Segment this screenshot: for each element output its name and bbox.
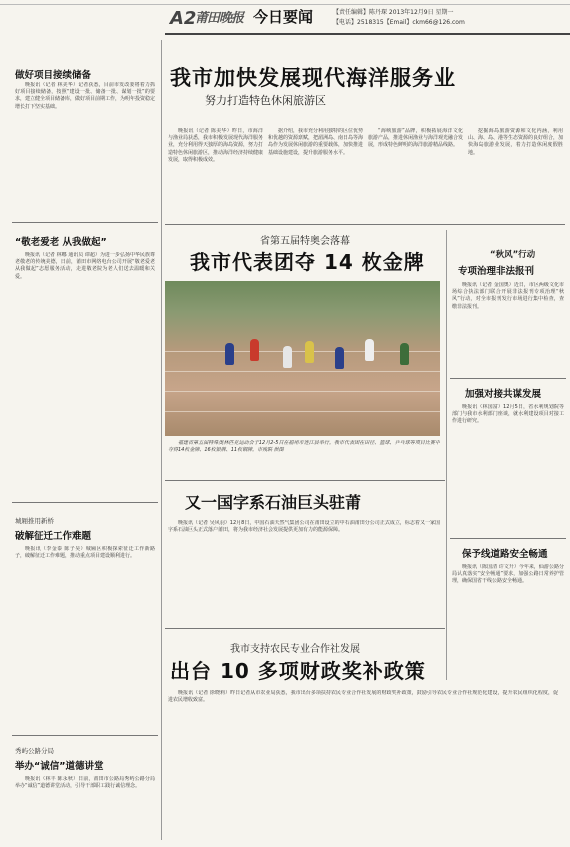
left-art4-kicker: 秀屿公路分局 xyxy=(15,747,54,755)
left-art1-title: 做好项目接续储备 xyxy=(15,70,92,81)
lead-subhead: 努力打造特色休闲旅游区 xyxy=(205,94,326,107)
runner-figure xyxy=(305,341,314,363)
paper-logo: 莆田晚报 xyxy=(195,11,244,26)
runner-figure xyxy=(365,339,374,361)
lead-divider xyxy=(165,224,565,225)
right-art3-body: 晚报讯（陈国清 许文升）今年来，仙游公路分局认真落实“安全畅通”要求，加强公路日常养护管理，确保国省干线公路安全畅通。 xyxy=(452,564,564,585)
right-art1-body: 晚报讯（记者 金国奥）近日，市区两级文化市场综合执法部门联合开展非法报刊专项治理“秋风”行动，对全市报刊发行市场进行集中检查，查缴非法报刊。 xyxy=(452,282,564,310)
lead-col-4: 挖掘海岛旅游资源和文化内涵，利用山、海、岛、港等生态资源的良好组合，加快海岛旅游业发展，着力打造休闲度假胜地。 xyxy=(468,128,563,156)
lead-col-1: 晚报讯（记者 陈美华）昨日，市海洋与渔业局获悉，我市积极发展现代海洋服务业，充分利用得天独厚的海岛资源，努力打造特色休闲旅游区，推动海洋经济持续健康发展，取得积极成效。 xyxy=(168,128,263,163)
sports-caption: 福建省第五届特殊奥林匹克运动会于12月2-5日在福州市连江县举行。我市代表团在田径、篮球、乒乓球等项目比赛中夺得14枚金牌、16枚银牌、11枚铜牌。市残联 供图 xyxy=(168,440,440,454)
runner-figure xyxy=(225,343,234,365)
lead-col-2: 据介绍，我市充分利用独特的区位优势和优越的资源禀赋，把湄洲岛、南日岛等海岛作为发展休闲旅游的重要载体，加快推进基础设施建设，提升旅游服务水平。 xyxy=(268,128,363,156)
track-lane-line xyxy=(165,351,440,352)
track-lane-line xyxy=(165,411,440,412)
header-rule xyxy=(165,33,570,35)
oil-body: 晚报讯（记者 吴风羽）12月8日，中国石油天然气集团公司在莆田设立的中石油莆田分公司正式成立，标志着又一家国字系石油巨头正式落户莆田，将为我市经济社会发展提供更加有力的能源保障。 xyxy=(168,520,440,534)
coop-headline: 出台 10 多项财政奖补政策 xyxy=(170,659,426,683)
right-divider xyxy=(450,378,566,379)
left-art3-kicker: 城厢推用新桥 xyxy=(15,517,54,525)
section-code: A2 xyxy=(170,8,197,29)
oil-headline: 又一国字系石油巨头驻莆 xyxy=(185,493,362,512)
left-divider xyxy=(12,222,158,223)
masthead xyxy=(0,0,570,38)
column-rule xyxy=(446,230,447,680)
left-art3-title: 破解征迁工作难题 xyxy=(15,531,92,542)
right-art1-kicker: “秋风”行动 xyxy=(490,250,536,260)
right-art2-title: 加强对接共谋发展 xyxy=(465,389,542,400)
oil-divider xyxy=(165,480,445,481)
right-art1-title: 专项治理非法报刊 xyxy=(458,266,535,277)
runner-figure xyxy=(283,346,292,368)
left-art4-body: 晚报讯（林丰 陈永秋）日前，莆田市公路局秀屿公路分局举办“诚信”道德讲堂活动，引导干部职工践行诚信理念。 xyxy=(15,776,155,790)
runner-figure xyxy=(335,347,344,369)
left-art1-body: 晚报讯（记者 林美华）记者获悉，目前市发改委将着力抓好项目接续储备，按照“建设一批、储备一批、谋划一批”的要求，建立健全项目储备库，做好项目前期工作，为明年投资稳定增长打下坚实基础。 xyxy=(15,82,155,110)
column-rule xyxy=(161,40,162,840)
track-lane-line xyxy=(165,391,440,392)
editor-line: 【责任编辑】陈丹琛 2013年12月9日 星期一 xyxy=(333,9,454,16)
coop-kicker: 我市支持农民专业合作社发展 xyxy=(230,644,360,655)
left-art4-title: 举办“诚信”道德讲堂 xyxy=(15,761,104,772)
sports-kicker: 省第五届特奥会落幕 xyxy=(260,236,350,247)
runner-figure xyxy=(400,343,409,365)
track-lane-line xyxy=(165,371,440,372)
masthead-stripe xyxy=(0,4,570,5)
right-art2-body: 晚报讯（林国富）12月5日，省水利规划院等部门与我市水利部门座谈，就水利建设项目对接工作进行研究。 xyxy=(452,404,564,425)
runner-figure xyxy=(250,339,259,361)
right-divider xyxy=(450,538,566,539)
left-art3-body: 晚报讯（李金泰 陈子昊）城厢区积极探索征迁工作新路子，破解征迁工作难题，推动重点项目建设顺利进行。 xyxy=(15,546,155,560)
coop-divider xyxy=(165,628,445,629)
lead-headline: 我市加快发展现代海洋服务业 xyxy=(170,66,456,90)
right-art3-title: 保予线道路安全畅通 xyxy=(462,549,548,560)
coop-body: 晚报讯（记者 徐晓莉）昨日记者从市农业局获悉，我市出台多项扶持农民专业合作社发展的财政奖补政策，鼓励引导农民专业合作社规范化建设，提升农民组织化程度，促进农民增收致富。 xyxy=(168,690,558,704)
sports-headline: 我市代表团夺 14 枚金牌 xyxy=(190,250,425,274)
phone-line: 【电话】2518315【Email】ckm66@126.com xyxy=(333,19,465,26)
left-art2-title: “敬老爱老 从我做起” xyxy=(15,237,107,248)
left-divider xyxy=(12,735,158,736)
left-divider xyxy=(12,502,158,503)
sports-photo xyxy=(165,281,440,436)
left-art2-body: 晚报讯（记者 林娜 通讯员 谭超）为进一步弘扬中华民族尊老敬老的传统美德，日前，莆田市网络电台公司开展“敬老爱老 从我做起”志愿服务活动，走进敬老院为老人们送去温暖和关爱。 xyxy=(15,252,155,280)
lead-col-3: “海峡旅游”品牌，积极拓展海洋文化旅游产品，推进休闲渔业与海洋观光融合发展，形成特色鲜明的海洋旅游精品线路。 xyxy=(368,128,463,149)
section-name: 今日要闻 xyxy=(253,8,314,26)
